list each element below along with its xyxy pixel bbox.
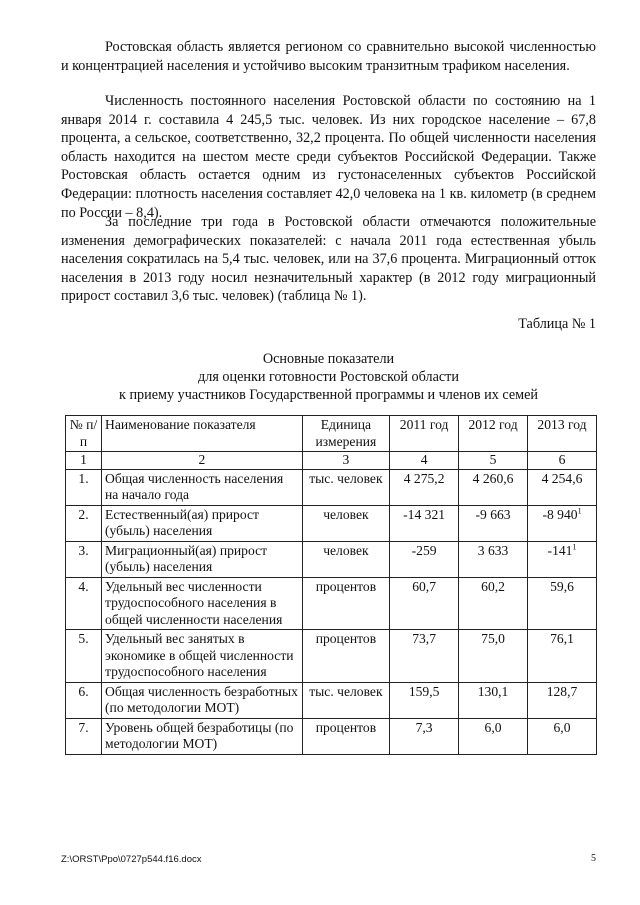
index-cell: 1 <box>66 452 102 470</box>
value-2013-cell <box>528 577 597 630</box>
unit-cell <box>302 469 389 505</box>
table-row <box>66 541 597 577</box>
row-number-cell <box>66 469 102 505</box>
indicator-name-cell <box>102 718 303 754</box>
header-2012: 2012 год <box>459 416 528 452</box>
row-number-cell <box>66 630 102 683</box>
indicator-name-cell-text: Удельный вес занятых в экономике в общей численности трудоспособного населения <box>105 631 294 679</box>
table-title-line: для оценки готовности Ростовской области <box>198 369 459 385</box>
footer-file-path: Z:\ORST\Ppo\0727p544.f16.docx <box>61 854 202 865</box>
unit-cell-text: тыс. человек <box>309 470 383 486</box>
indicator-name-cell <box>102 682 303 718</box>
row-number-cell-text: 3. <box>78 542 89 558</box>
unit-cell <box>302 577 389 630</box>
value-2013-cell <box>528 469 597 505</box>
indicator-name-cell-text: Общая численность безработных (по методологии МОТ) <box>105 683 298 715</box>
table-row <box>66 469 597 505</box>
header-2011: 2011 год <box>390 416 459 452</box>
indicator-name-cell-text: Общая численность населения на начало года <box>105 470 284 502</box>
unit-cell-text: процентов <box>315 578 377 594</box>
value-2013-cell <box>528 541 597 577</box>
row-number-cell-text: 4. <box>78 578 89 594</box>
value-2011-cell <box>390 577 459 630</box>
indicators-table <box>65 415 597 755</box>
table-row <box>66 577 597 630</box>
indicator-name-cell-text: Уровень общей безработицы (по методологии МОТ) <box>105 719 294 751</box>
footer-page-number: 5 <box>591 853 596 864</box>
unit-cell <box>302 718 389 754</box>
paragraph-demographics: За последние три года в Ростовской области отмечаются положительные изменения демографических показателей: с начала 2011 года естественная убыль населения сократилась на 5,4 тыс. человек, или на 37,6 процента. Миграционный отток населения в 2013 году носил незначительный характер (в 2012 году миграционный прирост составил 3,6 тыс. человек) (таблица № 1). <box>61 214 596 305</box>
index-cell: 5 <box>459 452 528 470</box>
value-2013-cell <box>528 630 597 683</box>
table-row <box>66 718 597 754</box>
value-2011-cell-text: -259 <box>411 542 437 558</box>
indicator-name-cell-text: Естественный(ая) прирост (убыль) населения <box>105 506 259 538</box>
header-num: № п/п <box>66 416 102 452</box>
unit-cell-text: тыс. человек <box>309 683 383 699</box>
value-2011-cell-text: -14 321 <box>403 506 446 522</box>
indicator-name-cell <box>102 469 303 505</box>
value-2012-cell <box>459 541 528 577</box>
indicator-name-cell <box>102 541 303 577</box>
table-header-row <box>66 416 597 452</box>
footnote-marker: 1 <box>577 505 582 515</box>
value-2013-cell-text: 6,0 <box>553 719 571 735</box>
paragraph-region-overview: Ростовская область является регионом со сравнительно высокой численностью и концентрацией населения и устойчиво высоким транзитным трафиком населения. <box>61 39 596 74</box>
value-2013-cell <box>528 505 597 541</box>
unit-cell <box>302 505 389 541</box>
table-row <box>66 505 597 541</box>
indicator-name-cell-text: Удельный вес численности трудоспособного населения в общей численности населения <box>105 578 283 627</box>
indicator-name-cell <box>102 505 303 541</box>
row-number-cell <box>66 541 102 577</box>
row-number-cell <box>66 682 102 718</box>
value-2013-cell-text: 4 254,6 <box>541 470 583 486</box>
row-number-cell-text: 7. <box>78 719 89 735</box>
value-2013-cell-text: -8 940 <box>542 506 578 522</box>
value-2011-cell <box>390 541 459 577</box>
index-cell: 2 <box>102 452 303 470</box>
value-2013-cell-text: 128,7 <box>546 683 578 699</box>
unit-cell <box>302 541 389 577</box>
index-cell: 6 <box>528 452 597 470</box>
table-number: Таблица № 1 <box>518 316 596 332</box>
table-index-row <box>66 452 597 470</box>
paragraph-population: Численность постоянного населения Ростовской области по состоянию на 1 января 2014 г. составила 4 245,5 тыс. человек. Из них городское население – 67,8 процента, а сельское, соответственно, 32,2 процента. По общей численности населения область находится на шестом месте среди субъектов Российской Федерации. Также Ростовская область остается одним из густонаселенных субъектов Российской Федерации: плотность населения составляет 42,0 человека на 1 кв. километр (в среднем по России – 8,4). <box>61 93 596 221</box>
row-number-cell <box>66 577 102 630</box>
row-number-cell-text: 5. <box>78 631 89 646</box>
indicator-name-cell <box>102 577 303 630</box>
table-row <box>66 630 597 683</box>
index-cell: 4 <box>390 452 459 470</box>
indicator-name-cell <box>102 630 303 683</box>
value-2013-cell-text: 76,1 <box>550 631 574 646</box>
value-2013-cell <box>528 718 597 754</box>
value-2012-cell <box>459 682 528 718</box>
header-2013: 2013 год <box>528 416 597 452</box>
row-number-cell-text: 6. <box>78 683 89 699</box>
value-2011-cell <box>390 718 459 754</box>
table-title-line: Основные показатели <box>262 351 395 367</box>
value-2012-cell-text: -9 663 <box>475 506 511 522</box>
value-2011-cell <box>390 630 459 683</box>
value-2013-cell-text: -141 <box>547 542 573 558</box>
value-2011-cell-text: 159,5 <box>408 683 440 699</box>
value-2011-cell-text: 60,7 <box>412 578 436 594</box>
table-body <box>66 469 597 754</box>
value-2012-cell-text: 130,1 <box>477 683 509 699</box>
header-unit: Единица измерения <box>302 416 389 452</box>
value-2012-cell <box>459 577 528 630</box>
value-2011-cell-text: 7,3 <box>415 719 433 735</box>
indicator-name-cell-text: Миграционный(ая) прирост (убыль) населения <box>105 542 268 574</box>
row-number-cell-text: 1. <box>78 470 89 486</box>
value-2012-cell-text: 75,0 <box>481 631 505 646</box>
table-title <box>61 350 596 404</box>
row-number-cell <box>66 505 102 541</box>
unit-cell-text: процентов <box>315 719 377 735</box>
value-2012-cell <box>459 505 528 541</box>
unit-cell-text: человек <box>323 542 369 558</box>
value-2012-cell <box>459 718 528 754</box>
table-title-line: к приему участников Государственной программы и членов их семей <box>119 387 538 403</box>
value-2013-cell-text: 59,6 <box>550 578 574 594</box>
value-2011-cell <box>390 682 459 718</box>
index-cell: 3 <box>302 452 389 470</box>
value-2011-cell <box>390 505 459 541</box>
unit-cell <box>302 630 389 683</box>
value-2011-cell <box>390 469 459 505</box>
value-2011-cell-text: 4 275,2 <box>403 470 445 486</box>
footnote-marker: 1 <box>572 541 577 551</box>
unit-cell <box>302 682 389 718</box>
table-row <box>66 682 597 718</box>
header-name: Наименование показателя <box>102 416 303 452</box>
value-2012-cell-text: 3 633 <box>477 542 509 558</box>
value-2012-cell <box>459 469 528 505</box>
unit-cell-text: процентов <box>315 631 377 646</box>
row-number-cell-text: 2. <box>78 506 89 522</box>
value-2012-cell-text: 4 260,6 <box>472 470 514 486</box>
row-number-cell <box>66 718 102 754</box>
value-2012-cell <box>459 630 528 683</box>
value-2012-cell-text: 60,2 <box>481 578 505 594</box>
value-2012-cell-text: 6,0 <box>484 719 502 735</box>
value-2011-cell-text: 73,7 <box>412 631 436 646</box>
value-2013-cell <box>528 682 597 718</box>
unit-cell-text: человек <box>323 506 369 522</box>
